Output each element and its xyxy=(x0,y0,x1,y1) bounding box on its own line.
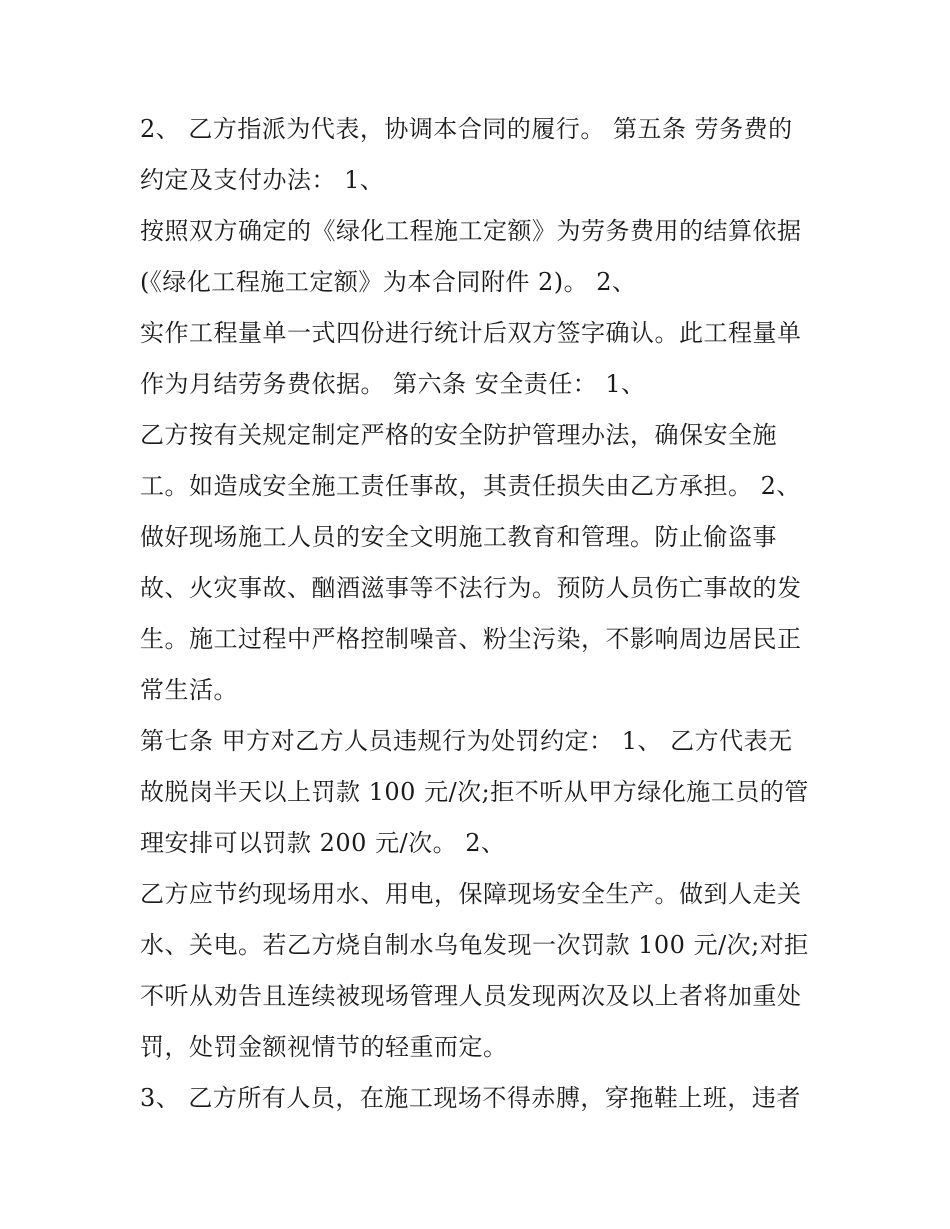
text-line: 做好现场施工人员的安全文明施工教育和管理。防止偷盗事 xyxy=(140,523,777,551)
text-line: (《绿化工程施工定额》为本合同附件 2)。 2、 xyxy=(140,268,637,296)
text-line: 乙方按有关规定制定严格的安全防护管理办法，确保安全施 xyxy=(140,421,777,449)
text-line: 理安排可以罚款 200 元/次。 2、 xyxy=(140,829,506,857)
text-line: 第七条 甲方对乙方人员违规行为处罚约定： 1、 乙方代表无 xyxy=(140,727,793,755)
document-body xyxy=(140,104,820,1124)
text-line: 工。如造成安全施工责任事故，其责任损失由乙方承担。 2、 xyxy=(140,472,801,500)
text-line: 故脱岗半天以上罚款 100 元/次;拒不听从甲方绿化施工员的管 xyxy=(140,778,809,806)
text-line: 生。施工过程中严格控制噪音、粉尘污染，不影响周边居民正 xyxy=(140,625,802,653)
text-line: 故、火灾事故、酗酒滋事等不法行为。预防人员伤亡事故的发 xyxy=(140,574,802,602)
text-line: 乙方应节约现场用水、用电，保障现场安全生产。做到人走关 xyxy=(140,880,802,908)
text-line: 不听从劝告且连续被现场管理人员发现两次及以上者将加重处 xyxy=(140,982,802,1010)
text-line: 2、 乙方指派为代表，协调本合同的履行。 第五条 劳务费的 xyxy=(140,115,793,143)
text-line: 约定及支付办法： 1、 xyxy=(140,166,385,194)
text-line: 按照双方确定的《绿化工程施工定额》为劳务费用的结算依据 xyxy=(140,217,802,245)
text-line: 作为月结劳务费依据。 第六条 安全责任： 1、 xyxy=(140,370,646,398)
text-line: 实作工程量单一式四份进行统计后双方签字确认。此工程量单 xyxy=(140,319,802,347)
text-line: 常生活。 xyxy=(140,676,238,704)
text-line: 水、关电。若乙方烧自制水乌龟发现一次罚款 100 元/次;对拒 xyxy=(140,931,809,959)
text-line: 罚，处罚金额视情节的轻重而定。 xyxy=(140,1033,508,1061)
text-line: 3、 乙方所有人员，在施工现场不得赤膊，穿拖鞋上班，违者 xyxy=(140,1084,801,1112)
